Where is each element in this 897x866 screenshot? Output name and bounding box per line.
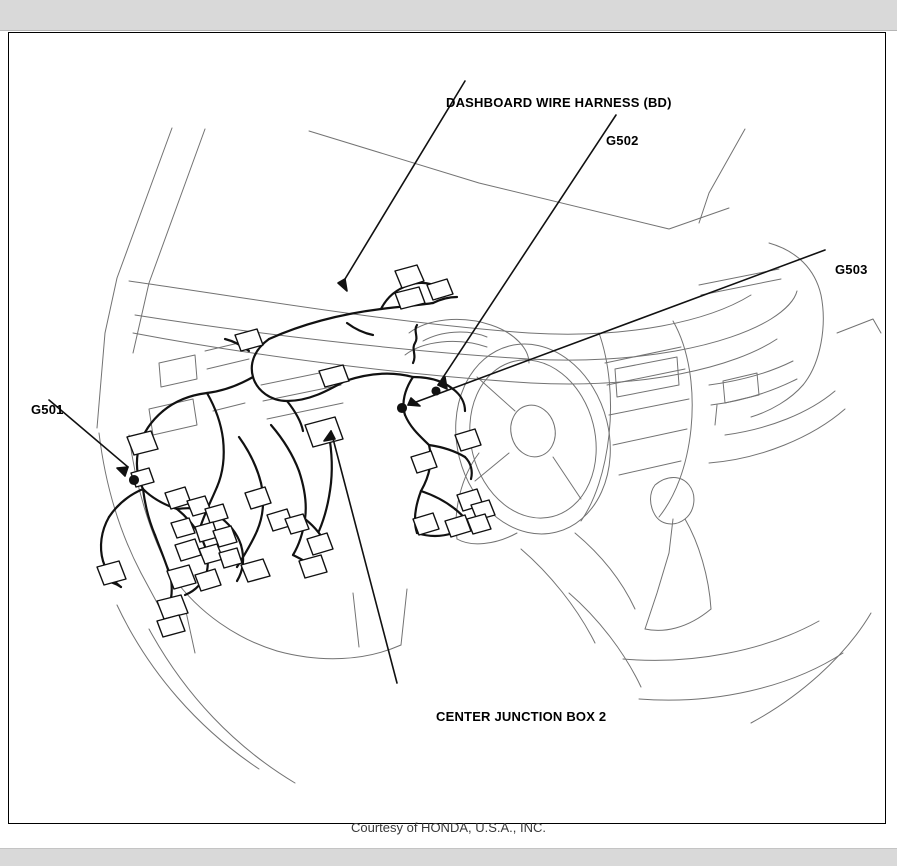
viewer-bottom-band [0,848,897,866]
harness-connectors [97,265,495,637]
callout-label-center-junction-box-2: CENTER JUNCTION BOX 2 [436,709,607,724]
callout-label-g503: G503 [835,262,868,277]
callout-leader-lines [49,81,825,683]
diagram-frame [8,32,886,824]
dashboard-harness-illustration [9,33,885,823]
viewer-top-band [0,0,897,31]
callout-label-dashboard-wire-harness: DASHBOARD WIRE HARNESS (BD) [446,95,672,110]
interior-outline [97,128,881,783]
callout-label-g502: G502 [606,133,639,148]
courtesy-credit: Courtesy of HONDA, U.S.A., INC. [350,820,547,835]
callout-label-g501: G501 [31,402,64,417]
